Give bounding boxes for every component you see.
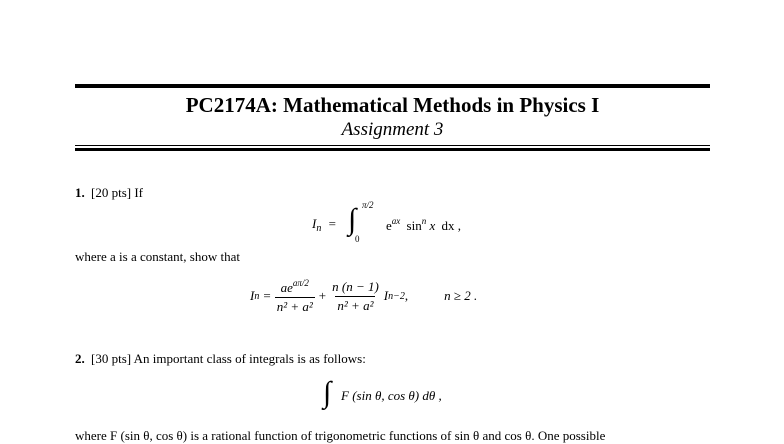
problem-points: [20 pts] <box>91 185 132 200</box>
eq1-lhs: I <box>312 216 317 231</box>
eq2-comma: , <box>404 288 409 303</box>
eq2-condition: n ≥ 2 . <box>444 288 478 303</box>
eq3-integral-sign: ∫ <box>323 376 332 409</box>
problem-1-heading <box>75 185 143 201</box>
eq2-frac2-num: n (n − 1) <box>332 278 379 294</box>
page-subtitle: Assignment 3 <box>341 119 444 140</box>
problem-1-mid-text: where a is a constant, show that <box>75 249 240 264</box>
eq1-sin: sin <box>406 218 422 233</box>
equation-2: I n = $\frac{ae^{a\pi/2}}{\text{n² + a²}}$ + $\frac{n (n - 1)}{\text{n² + a²}}$ I n−2 , n ≥ 2 . <box>250 277 478 314</box>
top-thick-rule <box>75 84 710 88</box>
eq2-rhs-sub: n−2 <box>388 290 405 302</box>
eq2-fraction-1 <box>275 278 315 315</box>
eq1-sin-exp: n <box>421 216 427 226</box>
eq2-rhs-I: I <box>383 288 389 303</box>
problem-2-heading <box>75 351 366 367</box>
eq1-lower-limit: 0 <box>355 234 360 244</box>
eq1-lhs-sub: n <box>316 223 322 234</box>
eq1-upper-limit: π/2 <box>362 200 374 210</box>
eq2-frac2-den: n² + a² <box>337 297 374 313</box>
eq2-plus: + <box>318 288 327 303</box>
eq1-exp: ax <box>391 216 401 226</box>
eq1-integral-sign: ∫ <box>348 203 357 236</box>
problem-2-tail: where F (sin θ, cos θ) is a rational function of trigonometric functions of sin θ and cos θ. One possible <box>75 428 606 443</box>
problem-intro: An important class of integrals is as follows: <box>133 351 366 366</box>
eq1-var: x <box>429 218 436 233</box>
eq2-lhs-sub: n <box>254 290 260 302</box>
problem-number: 1. <box>75 185 85 200</box>
eq2-fraction-2 <box>330 279 381 314</box>
eq1-dx: dx , <box>441 218 461 233</box>
bottom-rule-thick <box>75 148 710 151</box>
problem-points: [30 pts] <box>91 351 132 366</box>
eq2-frac1-num: ae <box>280 279 293 295</box>
eq2-lhs: I <box>250 288 255 303</box>
eq3-integrand: F (sin θ, cos θ) dθ , <box>341 388 442 403</box>
eq1-exp-base: e <box>386 218 392 233</box>
eq2-frac1-den: n² + a² <box>276 298 313 314</box>
problem-intro: If <box>134 185 144 200</box>
eq2-frac1-num-exp: aπ/2 <box>292 277 309 288</box>
page-title: PC2174A: Mathematical Methods in Physics I <box>185 93 600 117</box>
problem-number: 2. <box>75 351 85 366</box>
bottom-rule-thin <box>75 145 710 146</box>
